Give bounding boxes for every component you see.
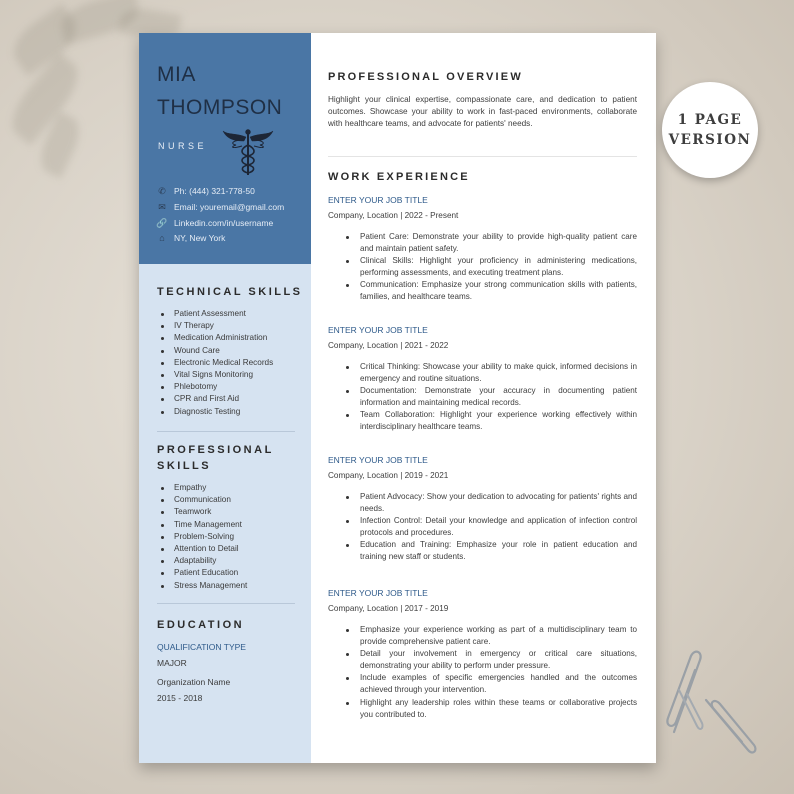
organization-name: Organization Name (157, 677, 231, 687)
contact-email (157, 202, 284, 212)
job-title: ENTER YOUR JOB TITLE (328, 325, 428, 335)
heading-line: PROFESSIONAL (157, 444, 274, 456)
list-item: Attention to Detail (160, 543, 247, 555)
location-text: NY, New York (174, 233, 226, 243)
list-item: Adaptability (160, 555, 247, 567)
qualification-type: QUALIFICATION TYPE (157, 642, 246, 652)
list-item: IV Therapy (160, 320, 273, 332)
header-block (139, 33, 311, 264)
job-meta: Company, Location | 2017 - 2019 (328, 604, 449, 613)
list-item: Infection Control: Detail your knowledge and application of infection control protocols and procedures. (345, 515, 637, 539)
list-item: Team Collaboration: Highlight your experience working effectively within interdisciplinary healthcare teams. (345, 409, 637, 433)
divider (157, 431, 295, 432)
email-text: Email: youremail@gmail.com (174, 202, 285, 212)
job-bullets (345, 231, 637, 304)
job-meta: Company, Location | 2022 - Present (328, 211, 459, 220)
job-meta: Company, Location | 2019 - 2021 (328, 471, 449, 480)
list-item: Communication (160, 494, 247, 506)
list-item: Teamwork (160, 506, 247, 518)
job-bullets (345, 624, 637, 721)
sidebar (139, 33, 311, 763)
contact-linkedin (157, 218, 273, 228)
linkedin-text: Linkedin.com/in/username (174, 218, 274, 228)
job-meta: Company, Location | 2021 - 2022 (328, 341, 449, 350)
link-icon: 🔗 (156, 217, 168, 228)
major: MAJOR (157, 658, 187, 668)
contact-phone (157, 186, 255, 196)
professional-skills-heading (157, 442, 274, 474)
list-item: Empathy (160, 482, 247, 494)
last-name: THOMPSON (157, 96, 283, 119)
list-item: Include examples of specific emergencies handled and the outcomes achieved through your intervention. (345, 672, 637, 696)
list-item: Communication: Emphasize your strong communication skills with patients, families, and healthcare teams. (345, 279, 637, 303)
job-title: ENTER YOUR JOB TITLE (328, 588, 428, 598)
list-item: Critical Thinking: Showcase your ability to make quick, informed decisions in emergency and routine situations. (345, 361, 637, 385)
list-item: Stress Management (160, 580, 247, 592)
list-item: Clinical Skills: Highlight your proficiency in administering medications, performing assessments, and executing treatment plans. (345, 255, 637, 279)
list-item: Emphasize your experience working as part of a multidisciplinary team to provide comprehensive patient care. (345, 624, 637, 648)
list-item: Patient Care: Demonstrate your ability to provide high-quality patient care and maintain patient safety. (345, 231, 637, 255)
home-icon: ⌂ (159, 233, 165, 243)
work-experience-heading: WORK EXPERIENCE (328, 171, 470, 183)
divider (328, 156, 637, 157)
list-item: Patient Advocacy: Show your dedication to advocating for patients' rights and needs. (345, 491, 637, 515)
paperclip-icon (700, 690, 760, 760)
resume-page (139, 33, 656, 763)
overview-heading: PROFESSIONAL OVERVIEW (328, 71, 523, 83)
technical-skills-list (160, 308, 273, 418)
list-item: Detail your involvement in emergency or critical care situations, demonstrating your ability to perform under pressure. (345, 648, 637, 672)
professional-skills-list (160, 482, 247, 592)
list-item: Patient Assessment (160, 308, 273, 320)
caduceus-icon (222, 127, 274, 179)
first-name: MIA (157, 63, 196, 86)
job-title: ENTER YOUR JOB TITLE (328, 455, 428, 465)
education-heading: EDUCATION (157, 619, 245, 631)
version-badge (662, 82, 758, 178)
email-icon: ✉ (158, 201, 166, 212)
list-item: Diagnostic Testing (160, 406, 273, 418)
technical-skills-heading: TECHNICAL SKILLS (157, 286, 303, 298)
list-item: Problem-Solving (160, 531, 247, 543)
badge-line: VERSION (668, 132, 752, 148)
paperclip-icon (675, 686, 705, 734)
list-item: Highlight any leadership roles within these teams or collaborative projects you contributed to. (345, 697, 637, 721)
phone-icon: ✆ (158, 185, 166, 196)
job-title: ENTER YOUR JOB TITLE (328, 195, 428, 205)
job-bullets (345, 361, 637, 434)
list-item: Vital Signs Monitoring (160, 369, 273, 381)
list-item: Patient Education (160, 567, 247, 579)
phone-text: Ph: (444) 321-778-50 (174, 186, 255, 196)
list-item: Electronic Medical Records (160, 357, 273, 369)
list-item: Medication Administration (160, 332, 273, 344)
list-item: Education and Training: Emphasize your role in patient education and training new staff or students. (345, 539, 637, 563)
divider (157, 603, 295, 604)
list-item: CPR and First Aid (160, 393, 273, 405)
heading-line: SKILLS (157, 460, 212, 472)
contact-location (157, 233, 225, 243)
list-item: Phlebotomy (160, 381, 273, 393)
job-bullets (345, 491, 637, 564)
list-item: Time Management (160, 519, 247, 531)
list-item: Wound Care (160, 345, 273, 357)
education-years: 2015 - 2018 (157, 693, 203, 703)
list-item: Documentation: Demonstrate your accuracy in documenting patient information and maintaining medical records. (345, 385, 637, 409)
badge-line: 1 PAGE (677, 112, 743, 128)
overview-text: Highlight your clinical expertise, compassionate care, and dedication to patient outcomes. Showcase your ability to work in fast-paced environments, collaborate with healthcare teams, and advocate for patients' needs. (328, 95, 637, 129)
job-role: NURSE (158, 141, 208, 151)
